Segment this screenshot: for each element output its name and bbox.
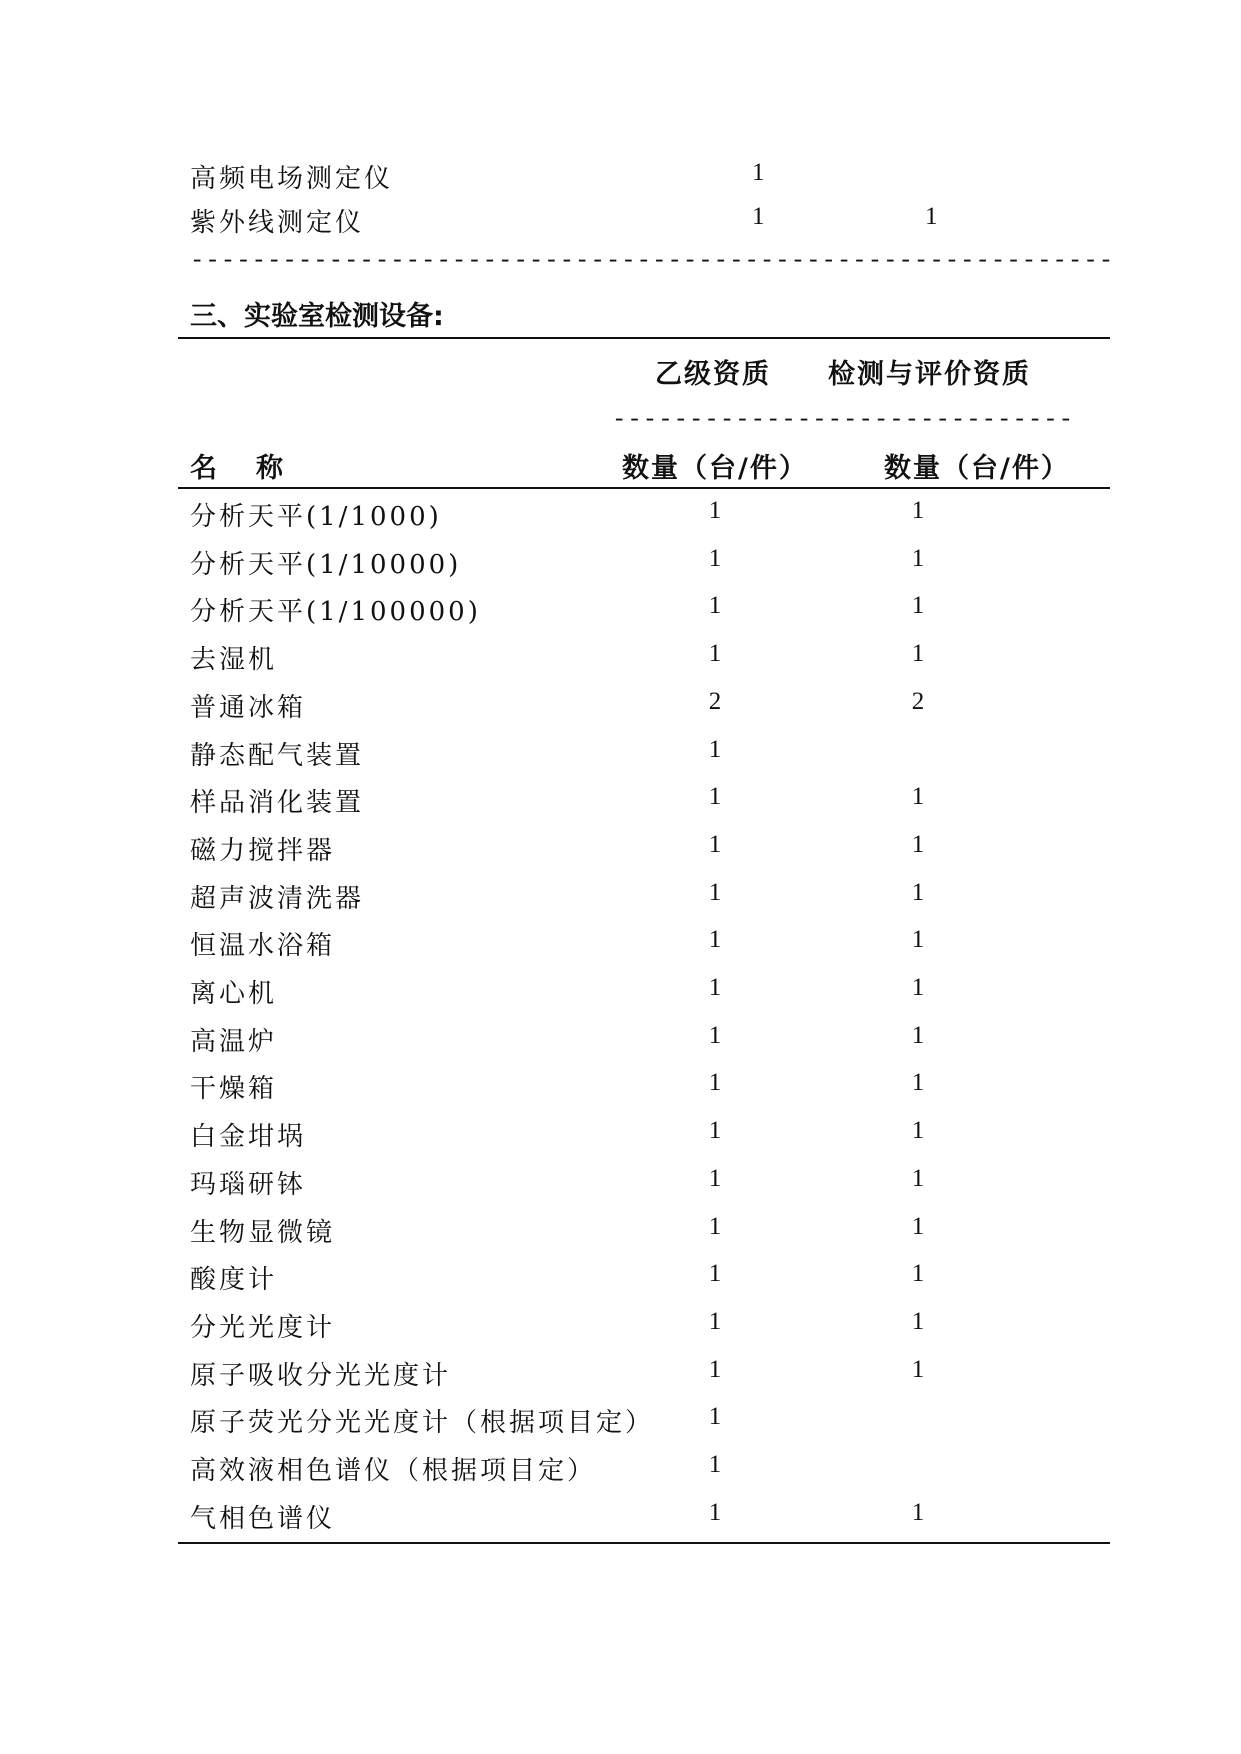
table-row-count-a: 1	[708, 1022, 722, 1049]
table-row-count-a: 1	[708, 497, 722, 524]
table-row-name: 酸度计	[190, 1265, 278, 1295]
table-row-count-a: 2	[708, 688, 722, 715]
table-row-count-a: 1	[708, 1069, 722, 1096]
table-row-name: 样品消化装置	[190, 788, 365, 818]
column-b-unit: 数量（台/件）	[884, 453, 1070, 484]
table-row-count-a: 1	[708, 879, 722, 906]
table-row-count-b: 1	[911, 1308, 925, 1335]
table-top-rule	[178, 337, 1110, 339]
table-row-count-b: 1	[911, 1213, 925, 1240]
pre-row-count-a: 1	[752, 159, 765, 186]
table-row-count-a: 1	[708, 1308, 722, 1335]
column-b-title: 检测与评价资质	[828, 359, 1031, 390]
table-row-count-a: 1	[708, 831, 722, 858]
table-row-count-b: 1	[911, 1499, 925, 1526]
table-row-count-b: 1	[911, 974, 925, 1001]
table-row-name: 分析天平(1/100000)	[190, 597, 481, 627]
pre-row-count-b: 1	[925, 203, 938, 230]
table-row-name: 原子吸收分光光度计	[190, 1361, 452, 1391]
table-row-count-b: 2	[911, 688, 925, 715]
table-row-count-b: 1	[911, 497, 925, 524]
table-row-name: 恒温水浴箱	[190, 931, 336, 961]
table-row-count-a: 1	[708, 783, 722, 810]
table-row-count-a: 1	[708, 1213, 722, 1240]
pre-row-name: 高频电场测定仪	[190, 164, 394, 194]
table-row-count-a: 1	[708, 1451, 722, 1478]
table-row-count-a: 1	[708, 545, 722, 572]
table-row-count-a: 1	[708, 1165, 722, 1192]
table-row-count-a: 1	[708, 640, 722, 667]
table-row-count-a: 1	[708, 592, 722, 619]
table-row-count-b: 1	[911, 783, 925, 810]
table-row-count-a: 1	[708, 736, 722, 763]
table-row-count-b: 1	[911, 592, 925, 619]
table-row-count-a: 1	[708, 1356, 722, 1383]
table-bottom-rule	[178, 1542, 1110, 1544]
pre-row-name: 紫外线测定仪	[190, 208, 365, 238]
table-row-name: 分析天平(1/10000)	[190, 550, 462, 580]
table-row-name: 气相色谱仪	[190, 1504, 336, 1534]
table-row-count-b: 1	[911, 1117, 925, 1144]
table-row-count-a: 1	[708, 1499, 722, 1526]
table-row-count-a: 1	[708, 926, 722, 953]
table-row-count-b: 1	[911, 1069, 925, 1096]
table-row-count-b: 1	[911, 545, 925, 572]
column-a-unit: 数量（台/件）	[622, 453, 808, 484]
table-row-count-b: 1	[911, 1165, 925, 1192]
table-row-count-a: 1	[708, 974, 722, 1001]
pre-row-count-a: 1	[752, 203, 765, 230]
table-row-count-a: 1	[708, 1260, 722, 1287]
table-row-count-b: 1	[911, 879, 925, 906]
table-row-name: 普通冰箱	[190, 693, 307, 723]
table-row-name: 分析天平(1/1000)	[190, 502, 442, 532]
table-row-count-b: 1	[911, 640, 925, 667]
table-row-name: 磁力搅拌器	[190, 836, 336, 866]
table-row-name: 生物显微镜	[190, 1218, 336, 1248]
table-row-count-b: 1	[911, 1356, 925, 1383]
table-row-count-b: 1	[911, 1022, 925, 1049]
table-row-count-a: 1	[708, 1117, 722, 1144]
table-row-name: 分光光度计	[190, 1313, 336, 1343]
table-row-name: 静态配气装置	[190, 741, 365, 771]
table-row-name: 超声波清洗器	[190, 884, 365, 914]
table-row-name: 离心机	[190, 979, 278, 1009]
table-row-count-b: 1	[911, 831, 925, 858]
table-row-name: 原子荧光分光光度计（根据项目定）	[190, 1408, 655, 1438]
name-column-header: 名 称	[190, 453, 289, 484]
table-row-count-b: 1	[911, 926, 925, 953]
header-dashed-separator: ------------------------------	[612, 407, 1075, 434]
table-row-name: 去湿机	[190, 645, 278, 675]
table-row-name: 干燥箱	[190, 1074, 278, 1104]
table-row-name: 白金坩埚	[190, 1122, 307, 1152]
table-row-name: 高效液相色谱仪（根据项目定）	[190, 1456, 597, 1486]
table-row-name: 玛瑙研钵	[190, 1170, 307, 1200]
table-row-count-b: 1	[911, 1260, 925, 1287]
column-a-title: 乙级资质	[655, 359, 771, 390]
table-row-name: 高温炉	[190, 1027, 278, 1057]
section-title: 三、实验室检测设备:	[190, 301, 444, 332]
table-row-count-a: 1	[708, 1403, 722, 1430]
dashed-separator: ------------------------------------------------------------	[190, 248, 1115, 275]
table-header-rule	[178, 487, 1110, 489]
